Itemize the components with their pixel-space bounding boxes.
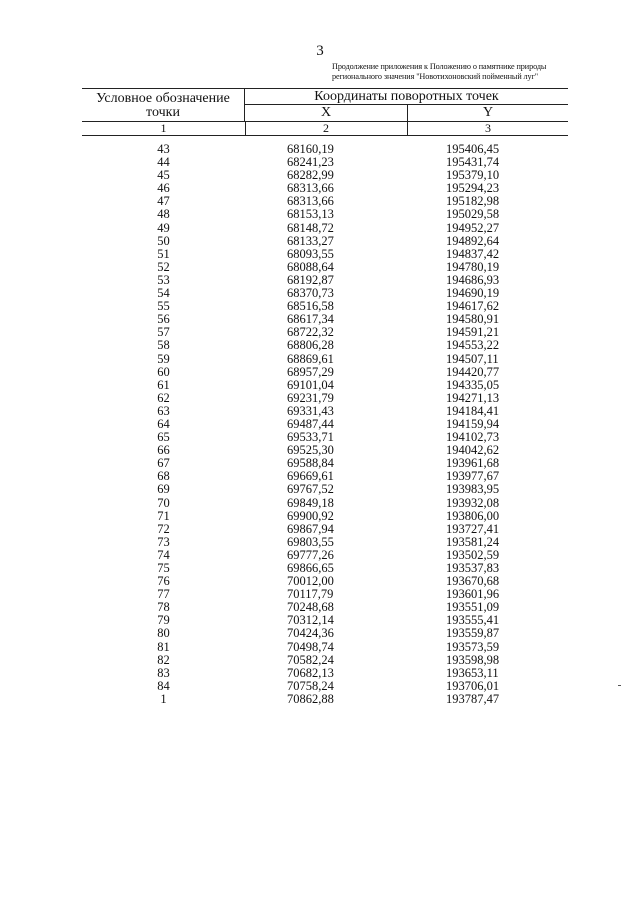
point-cell: 56: [157, 312, 170, 327]
point-cell: 46: [157, 181, 170, 196]
y-cell: 195406,45: [446, 142, 500, 156]
table-row: [82, 248, 568, 261]
x-cell: 69231,79: [287, 390, 334, 405]
point-cell: 53: [157, 272, 170, 287]
point-cell: 51: [157, 246, 170, 261]
header-designation-line-2: точки: [146, 105, 180, 120]
x-cell: 69533,71: [287, 430, 334, 445]
point-cell: 76: [157, 574, 170, 589]
table-row: [82, 654, 568, 667]
x-cell: 69487,44: [287, 416, 334, 431]
table-row: [82, 641, 568, 654]
table-row: [82, 392, 568, 405]
y-cell: 193601,96: [446, 587, 500, 602]
y-cell: 193551,09: [446, 600, 500, 615]
x-cell: 68088,64: [287, 259, 334, 274]
y-cell: 193653,11: [446, 665, 499, 680]
x-cell: 70248,68: [287, 600, 334, 615]
y-cell: 193727,41: [446, 521, 500, 536]
y-cell: 193670,68: [446, 574, 500, 589]
point-cell: 65: [157, 430, 170, 445]
x-cell: 69669,61: [287, 469, 334, 484]
point-cell: 49: [157, 220, 170, 235]
x-cell: 68617,34: [287, 312, 334, 327]
table-row: [82, 235, 568, 248]
y-cell: 194780,19: [446, 259, 500, 274]
coordinates-table-header: [82, 88, 568, 136]
y-cell: 194892,64: [446, 233, 500, 248]
point-cell: 70: [157, 495, 170, 510]
x-cell: 68093,55: [287, 246, 334, 261]
point-cell: 83: [157, 665, 170, 680]
point-cell: 62: [157, 390, 170, 405]
subtitle-line-1: Продолжение приложения к Положению о памятнике природы: [332, 62, 547, 71]
point-cell: 79: [157, 613, 170, 628]
x-cell: 68192,87: [287, 272, 334, 287]
y-cell: 194580,91: [446, 312, 500, 327]
header-designation: [82, 89, 245, 121]
x-cell: 70862,88: [287, 691, 334, 706]
x-cell: 68516,58: [287, 299, 334, 314]
table-row: [82, 627, 568, 640]
header-column-numbers: [82, 121, 568, 135]
scan-mark: [618, 685, 621, 686]
point-cell: 71: [157, 508, 170, 523]
y-cell: 194837,42: [446, 246, 500, 261]
table-row: [82, 379, 568, 392]
x-cell: 69767,52: [287, 482, 334, 497]
column-number-1: 1: [82, 122, 246, 135]
x-cell: 69525,30: [287, 443, 334, 458]
y-cell: 194335,05: [446, 377, 500, 392]
column-number-2: 2: [245, 122, 408, 135]
y-cell: 194042,62: [446, 443, 500, 458]
y-cell: 193806,00: [446, 508, 500, 523]
point-cell: 43: [157, 142, 170, 156]
point-cell: 52: [157, 259, 170, 274]
x-cell: 68133,27: [287, 233, 334, 248]
point-cell: 50: [157, 233, 170, 248]
table-row: [82, 536, 568, 549]
point-cell: 68: [157, 469, 170, 484]
x-cell: 68282,99: [287, 168, 334, 183]
table-row: [82, 693, 568, 706]
y-cell: 193932,08: [446, 495, 500, 510]
table-row: [82, 483, 568, 496]
x-cell: 70424,36: [287, 626, 334, 641]
y-cell: 194184,41: [446, 403, 500, 418]
x-cell: 69588,84: [287, 456, 334, 471]
y-cell: 193787,47: [446, 691, 500, 706]
y-cell: 195431,74: [446, 155, 500, 170]
point-cell: 57: [157, 325, 170, 340]
point-cell: 80: [157, 626, 170, 641]
y-cell: 194686,93: [446, 272, 500, 287]
x-cell: 69849,18: [287, 495, 334, 510]
x-cell: 68313,66: [287, 194, 334, 209]
x-cell: 68806,28: [287, 338, 334, 353]
table-row: [82, 510, 568, 523]
x-cell: 68957,29: [287, 364, 334, 379]
table-row: [82, 222, 568, 235]
x-cell: 68370,73: [287, 286, 334, 301]
point-cell: 74: [157, 547, 170, 562]
x-cell: 69331,43: [287, 403, 334, 418]
table-row: [82, 261, 568, 274]
y-cell: 193555,41: [446, 613, 500, 628]
point-cell: 1: [160, 691, 167, 706]
table-row: [82, 353, 568, 366]
x-cell: 70498,74: [287, 639, 334, 654]
y-cell: 195029,58: [446, 207, 500, 222]
y-cell: 193977,67: [446, 469, 500, 484]
point-cell: 82: [157, 652, 170, 667]
table-row: [82, 667, 568, 680]
y-cell: 193502,59: [446, 547, 500, 562]
point-cell: 69: [157, 482, 170, 497]
point-cell: 77: [157, 587, 170, 602]
y-cell: 193573,59: [446, 639, 500, 654]
header-designation-line-1: Условное обозначение: [96, 91, 230, 106]
x-cell: 69777,26: [287, 547, 334, 562]
y-cell: 195182,98: [446, 194, 500, 209]
x-cell: 69866,65: [287, 561, 334, 575]
point-cell: 72: [157, 521, 170, 536]
y-cell: 193598,98: [446, 652, 500, 667]
point-cell: 44: [157, 155, 170, 170]
x-cell: 70682,13: [287, 665, 334, 680]
y-cell: 193983,95: [446, 482, 500, 497]
point-cell: 60: [157, 364, 170, 379]
y-cell: 194271,13: [446, 390, 500, 405]
y-cell: 194420,77: [446, 364, 500, 379]
y-cell: 194507,11: [446, 351, 499, 366]
header-x: X: [245, 104, 408, 121]
table-row: [82, 523, 568, 536]
x-cell: 70582,24: [287, 652, 334, 667]
x-cell: 69900,92: [287, 508, 334, 523]
point-cell: 48: [157, 207, 170, 222]
y-cell: 195379,10: [446, 168, 500, 183]
table-row: [82, 405, 568, 418]
header-y: Y: [482, 105, 494, 120]
x-cell: 68153,13: [287, 207, 334, 222]
y-cell: 193706,01: [446, 678, 500, 693]
y-cell: 194159,94: [446, 416, 500, 431]
y-cell: 193961,68: [446, 456, 500, 471]
table-row: [82, 680, 568, 693]
x-cell: 70012,00: [287, 574, 334, 589]
document-subtitle: [332, 62, 572, 82]
point-cell: 66: [157, 443, 170, 458]
x-cell: 69867,94: [287, 521, 334, 536]
point-cell: 78: [157, 600, 170, 615]
point-cell: 47: [157, 194, 170, 209]
point-cell: 45: [157, 168, 170, 183]
point-cell: 81: [157, 639, 170, 654]
x-cell: 68148,72: [287, 220, 334, 235]
y-cell: 194591,21: [446, 325, 500, 340]
point-cell: 55: [157, 299, 170, 314]
point-cell: 67: [157, 456, 170, 471]
y-cell: 193581,24: [446, 534, 500, 549]
x-cell: 68869,61: [287, 351, 334, 366]
point-cell: 84: [157, 678, 170, 693]
y-cell: 194553,22: [446, 338, 500, 353]
point-cell: 54: [157, 286, 170, 301]
y-cell: 193537,83: [446, 561, 500, 575]
y-cell: 194102,73: [446, 430, 500, 445]
x-cell: 70312,14: [287, 613, 334, 628]
point-cell: 63: [157, 403, 170, 418]
table-row: [82, 339, 568, 352]
header-coordinates: Координаты поворотных точек: [245, 89, 568, 105]
y-cell: 194952,27: [446, 220, 500, 235]
y-cell: 195294,23: [446, 181, 500, 196]
table-row: [82, 497, 568, 510]
y-cell: 193559,87: [446, 626, 500, 641]
x-cell: 68313,66: [287, 181, 334, 196]
point-cell: 64: [157, 416, 170, 431]
column-number-3: 3: [485, 121, 491, 135]
table-row: [82, 208, 568, 221]
y-cell: 194617,62: [446, 299, 500, 314]
point-cell: 75: [157, 561, 170, 575]
subtitle-line-2: регионального значения "Новотихоновский пойменный луг": [332, 72, 539, 81]
x-cell: 69101,04: [287, 377, 334, 392]
y-cell: 194690,19: [446, 286, 500, 301]
x-cell: 70117,79: [287, 587, 334, 602]
x-cell: 68160,19: [287, 142, 334, 156]
table-header: [82, 88, 568, 136]
x-cell: 68241,23: [287, 155, 334, 170]
page-number: 3: [316, 43, 324, 59]
coordinates-table-body: [82, 143, 568, 706]
table-row: [82, 366, 568, 379]
point-cell: 58: [157, 338, 170, 353]
point-cell: 61: [157, 377, 170, 392]
x-cell: 69803,55: [287, 534, 334, 549]
x-cell: 68722,32: [287, 325, 334, 340]
point-cell: 59: [157, 351, 170, 366]
point-cell: 73: [157, 534, 170, 549]
x-cell: 70758,24: [287, 678, 334, 693]
